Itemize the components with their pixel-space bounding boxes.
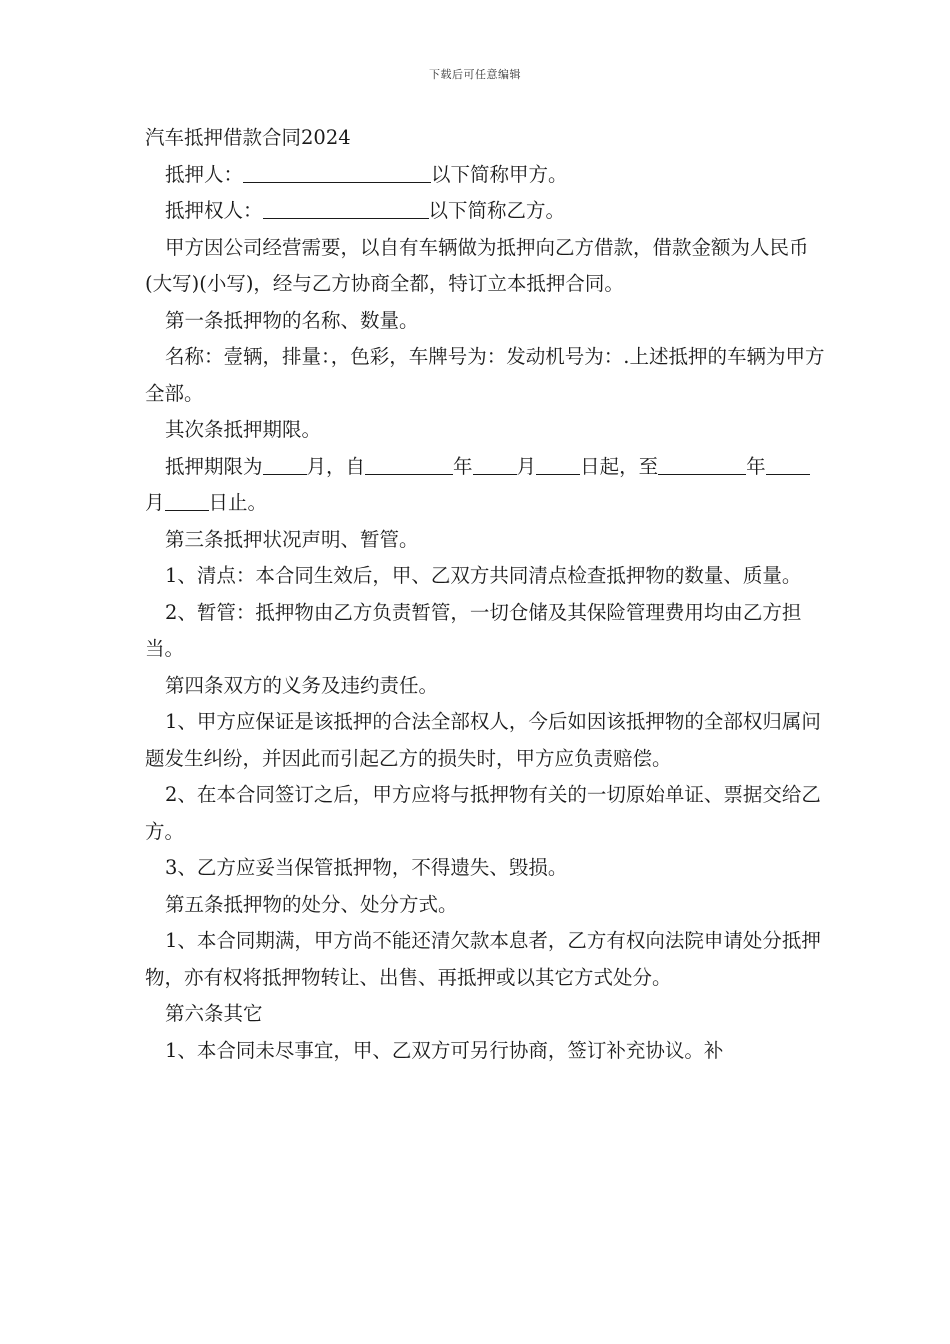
term-text-8: 日止。	[208, 491, 268, 514]
end-day-blank	[165, 490, 209, 511]
contract-document	[145, 120, 825, 1069]
article-3-item-1: 1、清点：本合同生效后，甲、乙双方共同清点检查抵押物的数量、质量。	[165, 564, 802, 587]
article-4-item-1: 1、甲方应保证是该抵押的合法全部权人，今后如因该抵押物的全部权归属问题发生纠纷，并因此而引起乙方的损失时，甲方应负责赔偿。	[145, 710, 821, 770]
article-1-heading: 第一条抵押物的名称、数量。	[165, 308, 419, 332]
article-5-item-1: 1、本合同期满，甲方尚不能还清欠款本息者，乙方有权向法院申请处分抵押物，亦有权将抵押物转让、出售、再抵押或以其它方式处分。	[145, 929, 821, 989]
term-text-3: 年	[453, 454, 473, 478]
article-6-item-1: 1、本合同未尽事宜，甲、乙双方可另行协商，签订补充协议。补	[165, 1038, 724, 1062]
mortgagee-suffix: 以下简称乙方。	[428, 199, 566, 222]
mortgagee-line	[145, 193, 825, 230]
term-text-6: 年	[746, 454, 766, 478]
term-text-5: 日起，至	[580, 454, 659, 478]
term-text-1: 抵押期限为	[165, 454, 263, 478]
article-4-item-3: 3、乙方应妥当保管抵押物，不得遗失、毁损。	[165, 856, 568, 879]
article-5-heading: 第五条抵押物的处分、处分方式。	[165, 892, 458, 916]
article-4-item-2: 2、在本合同签订之后，甲方应将与抵押物有关的一切原始单证、票据交给乙方。	[145, 783, 821, 843]
article-2-term-paragraph	[145, 449, 825, 522]
article-6-heading: 第六条其它	[165, 1002, 263, 1025]
mortgagor-blank	[243, 162, 431, 183]
end-month-blank	[766, 454, 810, 475]
mortgagor-suffix: 以下简称甲方。	[431, 162, 568, 186]
mortgagee-label: 抵押权人：	[165, 199, 263, 222]
page-header-note: 下载后可任意编辑	[429, 68, 521, 81]
start-month-blank	[473, 454, 517, 475]
term-text-7: 月	[145, 491, 165, 514]
article-3-heading: 第三条抵押状况声明、暂管。	[165, 527, 419, 551]
contract-title: 汽车抵押借款合同2024	[145, 126, 351, 149]
mortgagee-blank	[263, 198, 429, 219]
term-months-blank	[263, 454, 307, 475]
end-year-blank	[658, 454, 746, 475]
term-text-2: 月，自	[306, 454, 366, 478]
mortgagor-line	[145, 157, 825, 194]
article-3-item-2: 2、暂管：抵押物由乙方负责暂管，一切仓储及其保险管理费用均由乙方担当。	[145, 600, 802, 660]
start-day-blank	[536, 454, 580, 475]
intro-paragraph: 甲方因公司经营需要，以自有车辆做为抵押向乙方借款，借款金额为人民币(大写)(小写)，经与乙方协商全都，特订立本抵押合同。	[145, 235, 809, 295]
start-year-blank	[365, 454, 453, 475]
article-2-heading: 其次条抵押期限。	[165, 418, 322, 441]
article-4-heading: 第四条双方的义务及违约责任。	[165, 673, 439, 697]
article-1-body: 名称：壹辆，排量：，色彩，车牌号为：发动机号为：.上述抵押的车辆为甲方全部。	[145, 345, 825, 405]
term-text-4: 月	[516, 454, 537, 478]
mortgagor-label: 抵押人：	[165, 162, 244, 186]
